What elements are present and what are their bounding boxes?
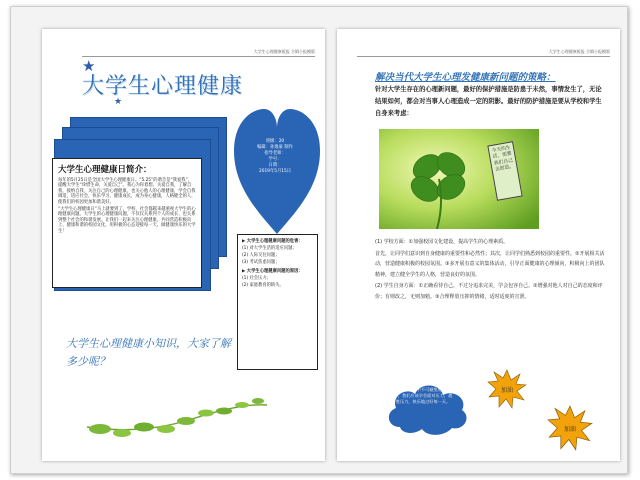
heart-line: 学号：	[268, 157, 282, 162]
burst-label: 加油	[500, 386, 513, 394]
leaf-vine-decoration	[82, 377, 272, 447]
heart-line: 编辑：孙逸豪 制作	[257, 145, 293, 150]
intro-box	[52, 158, 202, 288]
heart-line: 日期：	[268, 163, 282, 168]
outline-box	[237, 234, 318, 370]
poster-title: 大学生心理健康	[82, 74, 244, 99]
outline-item: ▶ 大学生心理健康问题的危害：	[242, 239, 303, 244]
right-page	[337, 29, 620, 461]
outline-item: (2) 家庭教育的缺失。	[242, 282, 284, 288]
question-text: 大学生心理健康小知识，大家了解多少呢？	[66, 337, 231, 368]
burst-label: 加油	[563, 425, 576, 433]
outline-item: (1) 对大学生活的适应问题；	[242, 245, 297, 251]
outline-item: (3) 考试焦虑问题；	[242, 259, 280, 265]
clover-note: 今天的生活，需要我们自己去创造。	[487, 141, 522, 201]
document-frame	[10, 6, 628, 474]
body-paragraph: (1) 学校方面：①加强校园文化建设，提高学生的心理素质。	[375, 239, 509, 245]
intro-paragraph: “大学生心理健康日”马上就要到了，学校、社会都越来越重视大学生的心理健康问题。大学生的心理健康问题，不仅仅关系到个人的成长、也关系到整个社会的和谐发展。让我们一起来关注心理健康，共同营造积极向上、健康和谐的校园文化，用积极的心态迎接每一天，做健康快乐的大学生！	[58, 207, 196, 234]
starburst	[487, 369, 527, 409]
star-icon: ★	[114, 97, 123, 107]
outline-item: (1) 社会压力；	[242, 276, 271, 282]
article-title: 解决当代大学生心理发健康新问题的策略：	[375, 72, 556, 83]
page-header-text: 大学生心理健康板报 合辑小报模版	[253, 49, 315, 54]
article-intro: 针对大学生存在的心理新问题，最好的保护措施是防患于未然，事情发生了，无论结果如何，都会对当事人心理造成一定的阴影。最好的防护措施是要从学校和学生自身来考虑：	[375, 86, 602, 117]
starburst	[547, 405, 593, 451]
header-rule	[357, 56, 610, 57]
header-rule	[82, 56, 315, 57]
article-body	[375, 237, 606, 303]
heart-line: 2019年5月15日	[258, 169, 292, 174]
heart-info	[232, 139, 318, 175]
cloud-shape	[382, 377, 472, 437]
body-paragraph: (2) 学生自身方面：①正确看待自己，不过分追求完美，学会包容自己。②增强对他人对自己的态度和评价；有则改之，无则加勉。③合理释放压抑的情绪，适时适度的宣泄。	[375, 283, 603, 300]
outline-item: ▶ 大学生心理健康问题的原因：	[242, 269, 303, 275]
heart-line: 班级：20	[265, 139, 285, 144]
heart-line: 指导老师：	[264, 151, 286, 156]
outline-item: (2) 人际交往问题；	[242, 252, 280, 258]
intro-title: 大学生心理健康日简介：	[58, 165, 152, 175]
body-paragraph: 首先，让同学们意识到自身健康的重要性和必然性；其次，让同学们熟悉到校园的重要性。②开展相关活动，营造健康积极的校园氛围。③多开展有意义的集体活动，引导正面健康的心理倾向，积极向上的团队精神，建立健全学生的人格，营造良好的氛围。	[375, 250, 605, 278]
page-header-text: 大学生心理健康板报 合辑小报模版	[548, 49, 610, 54]
star-icon: ★	[82, 57, 96, 75]
cloud-text: 压力是生活中不可避免的一部分，我们应该学会面对压力，战胜压力，快乐地过好每一天。	[393, 387, 453, 404]
intro-paragraph: 每年的5月25日是全国大学生心理健康日。“5.25”的谐音是“我爱我”，提醒大学生“珍惜生命，关爱自己”。我心为你着想，关爱自我，了解自我，接纳自我，关注自己的心理健康，也关心他人的心理健康，学会自我调适，适应社会，快乐学习，健康成长，成为身心健康，人格健全的人，使我们的校园更加和谐美好。	[58, 178, 196, 205]
left-page	[42, 29, 325, 461]
